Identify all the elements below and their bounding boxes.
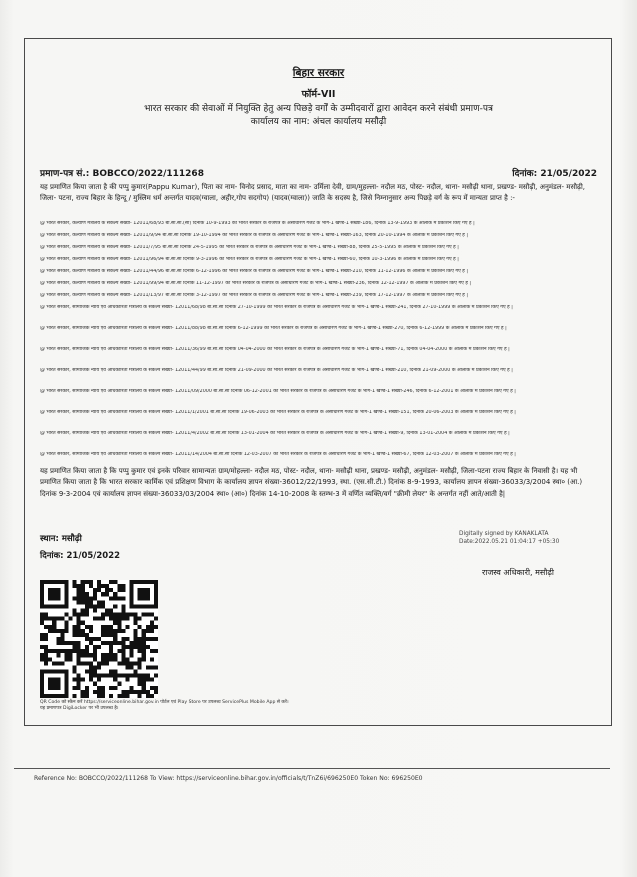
reference-item: @ भारत सरकार, सामाजिक न्याय एवं अधिकारिता मंत्रालय के संकल्प संख्या- 12011/4/2002 बी.सी.सी दिनांक 13-01-2004 को भारत सरकार के राजपत्र के असाधारण गजट के भाग-1 खण्ड-1 संख्या-9, दिनांक 13-01-2004 के आलोक में प्रकाशन किए गए है | xyxy=(40,431,510,436)
reference-list xyxy=(40,221,598,473)
government-title: बिहार सरकार xyxy=(292,67,345,79)
qr-instruction-line: QR Code को स्कैन करें https://serviceonline.bihar.gov.in पोर्टल एवं Play Store पर उपलब्ध ServicePlus Mobile App से करें। xyxy=(40,700,289,705)
place-label: स्थान: मसौढ़ी xyxy=(40,534,82,544)
officer-designation: राजस्व अधिकारी, मसौढ़ी xyxy=(482,568,554,577)
reference-item: @ भारत सरकार, सामाजिक न्याय एवं अधिकारिता मंत्रालय के संकल्प संख्या- 12011/68/98 बी.सी.सी दिनांक 27-10-1999 को भारत सरकार के राजपत्र के असाधारण गजट के भाग-1 खण्ड-1 संख्या-241, दिनांक 27-10-1999 के आलोक में प्रकाशन किए गए है | xyxy=(40,305,513,310)
reference-item: @ भारत सरकार, सामाजिक न्याय एवं अधिकारिता मंत्रालय के संकल्प संख्या- 12011/36/99 बी.सी.सी दिनांक 04-04-2000 को भारत सरकार के राजपत्र के असाधारण गजट के भाग-1 खण्ड-1 संख्या-71, दिनांक 04-04-2000 के आलोक में प्रकाशन किए गए है | xyxy=(40,347,510,352)
issue-date: दिनांक: 21/05/2022 xyxy=(40,551,121,561)
certificate-date: दिनांक: 21/05/2022 xyxy=(512,169,597,179)
certificate-intro: यह प्रमाणित किया जाता है की पप्पु कुमार(Pappu Kumar), पिता का नाम- विनोद प्रसाद, माता का नाम- उर्मिला देवी, ग्राम/मुहल्ला- नदौल मठ, पोस्ट- नदौल, थाना- मसौढ़ी थाना, प्रखण्ड- मसौढ़ी, अनुमंडल- मसौढ़ी, जिला- पटना, राज्य बिहार के हिन्दू / मुस्लिम धर्म अन्तर्गत यादव(ग्वाला, अहीर,गोप सदगोप) (यादव(ग्वाला)) जाति के सदस्य है, जिसे निम्नानुसार अन्य पिछड़े वर्ग के रूप में मान्यता प्राप्त है :- xyxy=(40,183,585,203)
reference-item: @ भारत सरकार, कल्याण मंत्रालय के संकल्प संख्या- 12011/44/96 बी.सी.सी दिनांक 6-12-1996 को भारत सरकार के राजपत्र के असाधारण गजट के भाग-1 खण्ड-1 संख्या-210, दिनांक 11-12-1996 के आलोक में प्रकाशन किए गए है | xyxy=(40,269,468,274)
form-title: फॉर्म-VII xyxy=(301,89,336,100)
qr-instructions xyxy=(40,700,340,713)
reference-item: @ भारत सरकार, सामाजिक न्याय एवं अधिकारिता मंत्रालय के संकल्प संख्या- 12011/1/2001 बी.सी.सी दिनांक 19-06-2003 को भारत सरकार के राजपत्र के असाधारण गजट के भाग-1 खण्ड-1 संख्या-151, दिनांक 20-06-2003 के आलोक में प्रकाशन किए गए है | xyxy=(40,410,516,415)
reference-item: @ भारत सरकार, कल्याण मंत्रालय के संकल्प संख्या- 12011/7/95 बी.सी.सी दिनांक 24-5-1995 को भारत सरकार के राजपत्र के असाधारण गजट के भाग-1 खण्ड-1 संख्या-88, दिनांक 25-5-1995 के आलोक में प्रकाशन किए गए है | xyxy=(40,245,459,250)
reference-item: @ भारत सरकार, कल्याण मंत्रालय के संकल्प संख्या- 12011/9/94 बी.सी.सी दिनांक 19-10-1994 को भारत सरकार के राजपत्र के असाधारण गजट के भाग-1 खण्ड-1 संख्या-163, दिनांक 20-10-1994 के आलोक में प्रकाशन किए गए है | xyxy=(40,233,468,238)
reference-item: @ भारत सरकार, सामाजिक न्याय एवं अधिकारिता मंत्रालय के संकल्प संख्या- 12011/14/2004 बी.सी.सी दिनांक 12-03-2007 को भारत सरकार के राजपत्र के असाधारण गजट के भाग-1 खण्ड-1 संख्या-67, दिनांक 12-03-2007 के आलोक में प्रकाशन किए गए है | xyxy=(40,452,516,457)
digital-signature xyxy=(459,530,559,546)
signature-timestamp: Date:2022.05.21 01:04:17 +05:30 xyxy=(459,539,560,545)
footer-divider xyxy=(14,768,610,769)
footer-reference: Reference No: BOBCCO/2022/111268 To View: https://serviceonline.bihar.gov.in/officials/t/TnZ6i/696250E0 Token No: 696250E0 xyxy=(34,775,423,782)
reference-item: @ भारत सरकार, सामाजिक न्याय एवं अधिकारिता मंत्रालय के संकल्प संख्या- 12011/09/2000 बी.सी.सी दिनांक 06-12-2001 को भारत सरकार के राजपत्र के असाधारण गजट के भाग-1 खण्ड-1 संख्या-246, दिनांक 6-12-2001 के आलोक में प्रकाशन किए गए है | xyxy=(40,389,516,394)
reference-item: @ भारत सरकार, कल्याण मंत्रालय के संकल्प संख्या- 12011/96/94 बी.सी.सी दिनांक 9-3-1996 को भारत सरकार के राजपत्र के असाधारण गजट के भाग-1 खण्ड-1 संख्या-60, दिनांक 10-3-1996 के आलोक में प्रकाशन किए गए है | xyxy=(40,257,459,262)
reference-item: @ भारत सरकार, कल्याण मंत्रालय के संकल्प संख्या- 12011/13/97 बी.सी.सी दिनांक 3-12-1997 को भारत सरकार के राजपत्र के असाधारण गजट के भाग-1 खण्ड-1 संख्या-239, दिनांक 17-12-1997 के आलोक में प्रकाशन किए गए है | xyxy=(40,293,468,298)
reference-item: @ भारत सरकार, कल्याण मंत्रालय के संकल्प संख्या- 12011/99/94 बी.सी.सी दिनांक 11-12-1997 को भारत सरकार के राजपत्र के असाधारण गजट के भाग-1 खण्ड-1 संख्या-236, दिनांक 12-12-1997 के आलोक में प्रकाशन किए गए है | xyxy=(40,281,472,286)
reference-item: @ भारत सरकार, कल्याण मंत्रालय के संकल्प संख्या- 12011/68/93 बी.सी.सी.(सी) दिनांक 10-9-1993 को भारत सरकार के राजपत्र के असाधारण गजट के भाग-1 खण्ड-1 संख्या-186, दिनांक 13-9-1993 के आलोक में प्रकाशन किए गए है | xyxy=(40,221,475,226)
digilocker-note: यह प्रमाणपत्र DigiLocker पर भी उपलब्ध है। xyxy=(40,706,119,712)
certificate-subject: भारत सरकार की सेवाओं में नियुक्ति हेतु अन्य पिछड़े वर्गों के उम्मीदवारों द्वारा आवेदन करने संबंधी प्रमाण-पत्र xyxy=(144,104,493,114)
certificate-number: प्रमाण-पत्र सं.: BOBCCO/2022/111268 xyxy=(40,169,204,179)
certificate-conclusion: यह प्रमाणित किया जाता है कि पप्पु कुमार एवं इनके परिवार सामान्यतः ग्राम/मोहल्ला- नदौल मठ, पोस्ट- नदौल, थाना- मसौढ़ी थाना, प्रखण्ड- मसौढ़ी, अनुमंडल- मसौढ़ी, जिला-पटना राज्य बिहार के निवासी है। यह भी प्रमाणित किया जाता है कि भारत सरकार कार्मिक एवं प्रशिक्षण विभाग के कार्यालय ज्ञापन संख्या-36012/22/1993, स्था. (एस.सी.टी.) दिनांक 8-9-1993, कार्यालय ज्ञापन संख्या-36033/3/2004 स्था० (आ.) दिनांक 9-3-2004 एवं कार्यालय ज्ञापन संख्या-36033/03/2004 स्था० (आ०) दिनांक 14-10-2008 के स्तम्भ-3 में वर्णित व्यक्ति/वर्ग "क्रीमी लेयर" के अन्तर्गत नहीं आते/आती है| xyxy=(40,467,583,498)
reference-item: @ भारत सरकार, सामाजिक न्याय एवं अधिकारिता मंत्रालय के संकल्प संख्या- 12011/88/98 बी.सी.सी दिनांक 6-12-1999 को भारत सरकार के राजपत्र के असाधारण गजट के भाग-1 खण्ड-1 संख्या-270, दिनांक 6-12-1999 के आलोक में प्रकाशन किए गए है | xyxy=(40,326,507,331)
office-name: कार्यालय का नाम: अंचल कार्यालय मसौढ़ी xyxy=(250,117,387,127)
qr-code[interactable] xyxy=(40,580,158,698)
reference-item: @ भारत सरकार, सामाजिक न्याय एवं अधिकारिता मंत्रालय के संकल्प संख्या- 12011/44/99 बी.सी.सी दिनांक 21-09-2000 को भारत सरकार के राजपत्र के असाधारण गजट के भाग-1 खण्ड-1 संख्या-210, दिनांक 21-09-2000 के आलोक में प्रकाशन किए गए है | xyxy=(40,368,513,373)
signature-signer: Digitally signed by KANAKLATA xyxy=(459,531,549,537)
